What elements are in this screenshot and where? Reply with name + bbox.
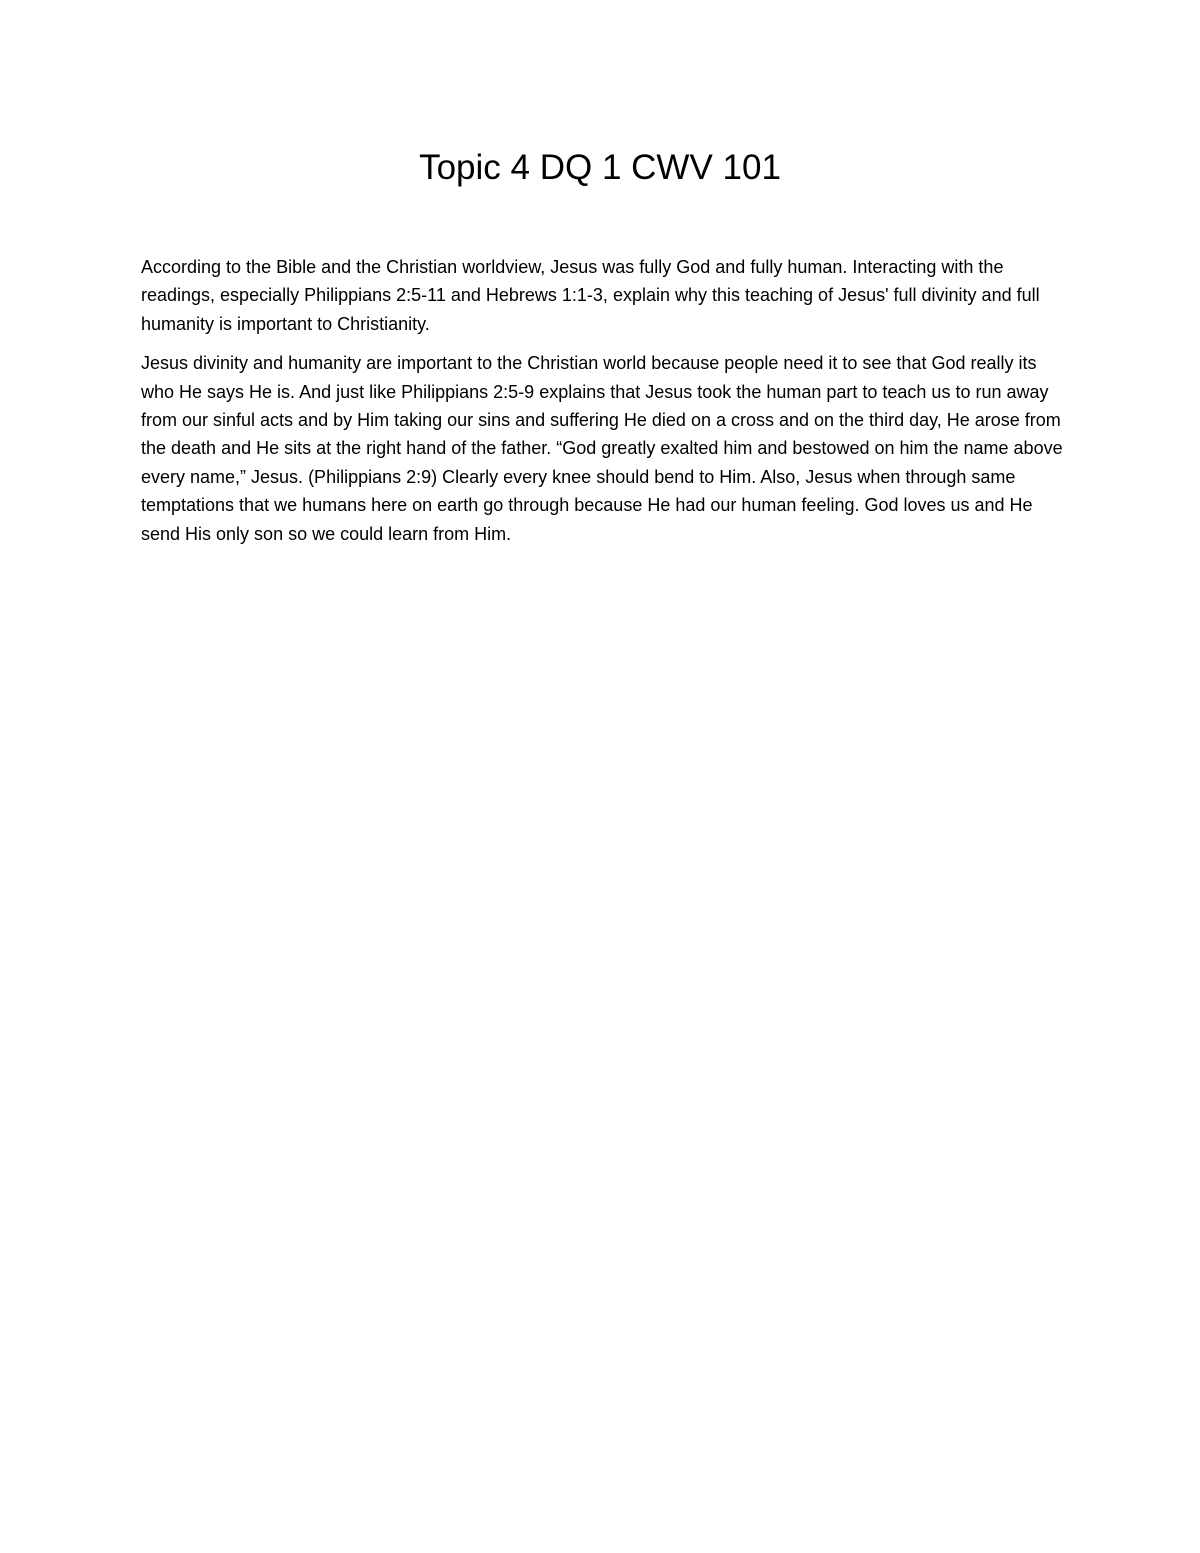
document-title: Topic 4 DQ 1 CWV 101 [419, 148, 781, 187]
document-body [141, 253, 1063, 559]
discussion-prompt-paragraph: According to the Bible and the Christian worldview, Jesus was fully God and fully human. Interacting with the readings, especially Philippians 2:5-11 and Hebrews 1:1-3, explain why this teaching of Jesus' full divinity and full humanity is important to Christianity. [141, 257, 1040, 334]
response-paragraph: Jesus divinity and humanity are important to the Christian world because people need it to see that God really its who He says He is. And just like Philippians 2:5-9 explains that Jesus took the human part to teach us to run away from our sinful acts and by Him taking our sins and suffering He died on a cross and on the third day, He arose from the death and He sits at the right hand of the father. “God greatly exalted him and bestowed on him the name above every name,” Jesus. (Philippians 2:9) Clearly every knee should bend to Him. Also, Jesus when through same temptations that we humans here on earth go through because He had our human feeling. God loves us and He send His only son so we could learn from Him. [141, 353, 1063, 544]
